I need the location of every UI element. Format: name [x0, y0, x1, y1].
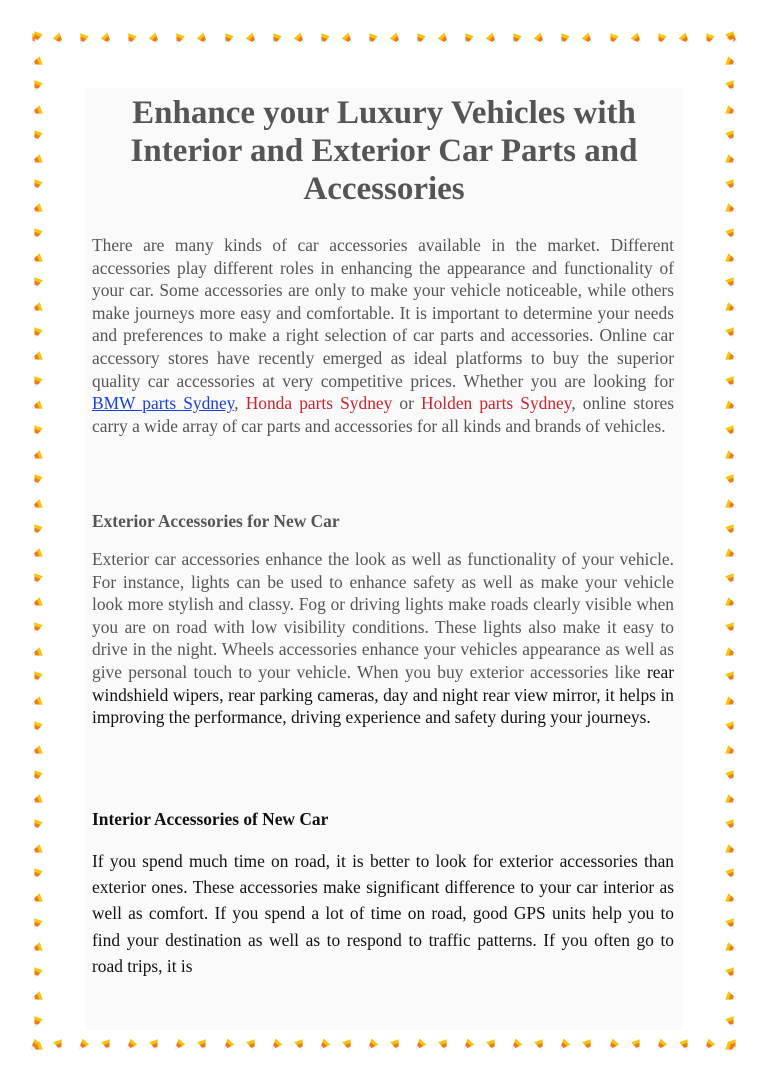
candy-corn-icon [30, 104, 44, 118]
candy-corn-icon [724, 55, 738, 69]
candy-corn-icon [724, 104, 738, 118]
candy-corn-icon [221, 1038, 235, 1052]
candy-corn-icon [30, 30, 44, 44]
candy-corn-icon [365, 32, 379, 46]
candy-corn-icon [317, 32, 331, 46]
candy-corn-icon [124, 32, 138, 46]
candy-corn-icon [724, 867, 738, 881]
candy-corn-icon [437, 1038, 451, 1052]
candy-corn-icon [30, 55, 44, 69]
candy-corn-icon [437, 32, 451, 46]
candy-corn-icon [30, 990, 44, 1004]
candy-corn-icon [678, 1038, 692, 1052]
exterior-text-light: Exterior car accessories enhance the look as well as functionality of your vehicle. For instance, lights can be used to enhance safety as well as make your vehicle look more stylish and classy. Fog or driving lights make roads clearly visible when you are on road with low visibility conditions. These lights also make it easy to drive in the night. Wheels accessories enhance your vehicles appearance as well as give personal touch to your vehicle. When you buy exterior accessories like [92, 549, 674, 682]
candy-corn-icon [30, 547, 44, 561]
candy-border-right [722, 30, 740, 1054]
candy-corn-icon [724, 621, 738, 635]
candy-corn-icon [485, 1038, 499, 1052]
candy-corn-icon [30, 917, 44, 931]
candy-corn-icon [30, 670, 44, 684]
candy-corn-icon [30, 178, 44, 192]
candy-corn-icon [461, 32, 475, 46]
candy-corn-icon [533, 1038, 547, 1052]
candy-corn-icon [124, 1038, 138, 1052]
candy-corn-icon [509, 1038, 523, 1052]
candy-corn-icon [30, 523, 44, 537]
candy-corn-icon [630, 1038, 644, 1052]
candy-corn-icon [461, 1038, 475, 1052]
candy-corn-icon [724, 572, 738, 586]
candy-corn-icon [30, 818, 44, 832]
candy-corn-icon [30, 424, 44, 438]
candy-corn-icon [293, 32, 307, 46]
candy-corn-icon [724, 202, 738, 216]
candy-corn-icon [221, 32, 235, 46]
candy-corn-icon [269, 32, 283, 46]
candy-corn-icon [30, 227, 44, 241]
candy-corn-icon [30, 153, 44, 167]
candy-border-bottom [28, 1036, 740, 1054]
candy-corn-icon [724, 843, 738, 857]
candy-corn-icon [724, 523, 738, 537]
candy-corn-icon [724, 350, 738, 364]
candy-corn-icon [172, 32, 186, 46]
candy-corn-icon [52, 32, 66, 46]
candy-corn-icon [76, 32, 90, 46]
candy-corn-icon [654, 32, 668, 46]
candy-corn-icon [30, 449, 44, 463]
candy-corn-icon [702, 32, 716, 46]
holden-parts-link[interactable]: Holden parts Sydney [421, 393, 572, 414]
candy-corn-icon [30, 375, 44, 389]
candy-corn-icon [724, 375, 738, 389]
candy-corn-icon [196, 1038, 210, 1052]
candy-corn-icon [100, 1038, 114, 1052]
honda-parts-link[interactable]: Honda parts Sydney [245, 393, 393, 414]
candy-border-left [28, 30, 46, 1054]
candy-corn-icon [724, 153, 738, 167]
candy-corn-icon [724, 326, 738, 340]
candy-corn-icon [724, 966, 738, 980]
candy-corn-icon [724, 30, 738, 44]
candy-corn-icon [365, 1038, 379, 1052]
candy-border-top [28, 30, 740, 48]
candy-corn-icon [724, 744, 738, 758]
candy-corn-icon [30, 498, 44, 512]
candy-corn-icon [557, 32, 571, 46]
candy-corn-icon [30, 129, 44, 143]
candy-corn-icon [724, 892, 738, 906]
exterior-heading: Exterior Accessories for New Car [92, 511, 340, 531]
candy-corn-icon [30, 1040, 44, 1054]
bmw-parts-link[interactable]: BMW parts Sydney [92, 393, 235, 414]
candy-corn-icon [245, 32, 259, 46]
candy-corn-icon [724, 793, 738, 807]
intro-text-after: , online stores carry a wide array of car parts and accessories for all kinds and brands of vehicles. [92, 393, 674, 436]
candy-corn-icon [30, 350, 44, 364]
candy-corn-icon [724, 301, 738, 315]
candy-corn-icon [293, 1038, 307, 1052]
candy-corn-icon [724, 276, 738, 290]
candy-corn-icon [30, 941, 44, 955]
candy-corn-icon [30, 572, 44, 586]
candy-corn-icon [30, 695, 44, 709]
candy-corn-icon [30, 843, 44, 857]
candy-corn-icon [724, 695, 738, 709]
candy-corn-icon [724, 769, 738, 783]
candy-corn-icon [30, 966, 44, 980]
candy-corn-icon [269, 1038, 283, 1052]
candy-corn-icon [581, 32, 595, 46]
candy-corn-icon [30, 276, 44, 290]
candy-corn-icon [678, 32, 692, 46]
candy-corn-icon [724, 720, 738, 734]
candy-corn-icon [630, 32, 644, 46]
candy-corn-icon [30, 744, 44, 758]
candy-corn-icon [30, 1015, 44, 1029]
candy-corn-icon [30, 326, 44, 340]
candy-corn-icon [724, 129, 738, 143]
intro-separator-2: or [392, 393, 422, 414]
candy-corn-icon [724, 941, 738, 955]
interior-heading: Interior Accessories of New Car [92, 809, 329, 829]
candy-corn-icon [30, 596, 44, 610]
candy-corn-icon [30, 399, 44, 413]
candy-corn-icon [317, 1038, 331, 1052]
candy-corn-icon [148, 32, 162, 46]
candy-corn-icon [30, 301, 44, 315]
intro-separator-1: , [234, 393, 246, 414]
candy-corn-icon [341, 32, 355, 46]
candy-corn-icon [724, 178, 738, 192]
candy-corn-icon [30, 202, 44, 216]
candy-corn-icon [76, 1038, 90, 1052]
candy-corn-icon [172, 1038, 186, 1052]
candy-corn-icon [30, 867, 44, 881]
candy-corn-icon [724, 1040, 738, 1054]
exterior-text-dark: rear windshield wipers, rear parking cameras, day and night rear view mirror, it helps in improving the performance, driving experience and safety during your journeys. [92, 661, 674, 728]
candy-corn-icon [724, 252, 738, 266]
candy-corn-icon [724, 547, 738, 561]
candy-corn-icon [30, 621, 44, 635]
candy-corn-icon [30, 473, 44, 487]
candy-corn-icon [389, 1038, 403, 1052]
page-title: Enhance your Luxury Vehicles with Interior and Exterior Car Parts and Accessories [130, 95, 638, 207]
candy-corn-icon [724, 449, 738, 463]
candy-corn-icon [245, 1038, 259, 1052]
candy-corn-icon [724, 917, 738, 931]
candy-corn-icon [30, 769, 44, 783]
candy-corn-icon [724, 818, 738, 832]
candy-corn-icon [724, 498, 738, 512]
candy-corn-icon [30, 793, 44, 807]
exterior-paragraph [92, 548, 674, 729]
candy-corn-icon [654, 1038, 668, 1052]
candy-corn-icon [724, 399, 738, 413]
candy-corn-icon [606, 32, 620, 46]
candy-corn-icon [724, 990, 738, 1004]
candy-corn-icon [724, 646, 738, 660]
candy-corn-icon [52, 1038, 66, 1052]
candy-corn-icon [724, 596, 738, 610]
candy-corn-icon [606, 1038, 620, 1052]
candy-corn-icon [557, 1038, 571, 1052]
candy-corn-icon [724, 473, 738, 487]
candy-corn-icon [148, 1038, 162, 1052]
candy-corn-icon [30, 252, 44, 266]
candy-corn-icon [341, 1038, 355, 1052]
interior-paragraph: If you spend much time on road, it is better to look for exterior accessories than exterior ones. These accessories make significant difference to your car interior as well as comfort. If you spend a lot of time on road, good GPS units help you to find your destination as well as to respond to traffic patterns. If you often go to road trips, it is [92, 851, 674, 976]
candy-corn-icon [485, 32, 499, 46]
candy-corn-icon [196, 32, 210, 46]
candy-corn-icon [724, 227, 738, 241]
candy-corn-icon [30, 79, 44, 93]
intro-paragraph [92, 234, 674, 437]
candy-corn-icon [724, 1015, 738, 1029]
candy-corn-icon [413, 32, 427, 46]
candy-corn-icon [724, 670, 738, 684]
candy-corn-icon [581, 1038, 595, 1052]
candy-corn-icon [30, 892, 44, 906]
candy-corn-icon [389, 32, 403, 46]
candy-corn-icon [724, 79, 738, 93]
candy-corn-icon [702, 1038, 716, 1052]
candy-corn-icon [413, 1038, 427, 1052]
candy-corn-icon [100, 32, 114, 46]
intro-text-before: There are many kinds of car accessories available in the market. Different accessories play different roles in enhancing the appearance and functionality of your car. Some accessories are only to make your vehicle noticeable, while others make journeys more easy and comfortable. It is important to determine your needs and preferences to make a right selection of car parts and accessories. Online car accessory stores have recently emerged as ideal platforms to buy the superior quality car accessories at very competitive prices. Whether you are looking for [92, 235, 674, 391]
candy-corn-icon [30, 646, 44, 660]
candy-corn-icon [509, 32, 523, 46]
candy-corn-icon [724, 424, 738, 438]
candy-corn-icon [533, 32, 547, 46]
candy-corn-icon [30, 720, 44, 734]
